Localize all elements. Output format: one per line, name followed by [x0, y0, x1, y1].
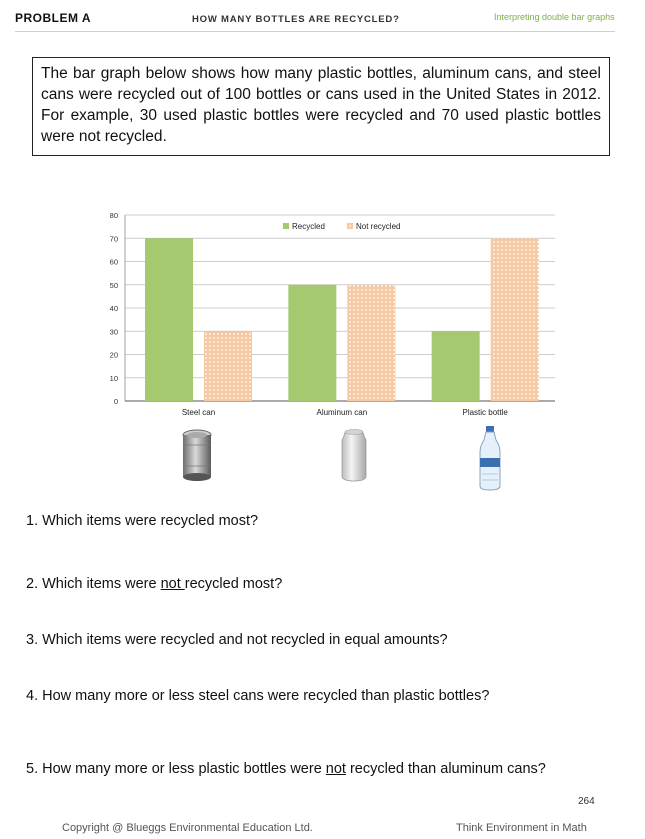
intro-text: The bar graph below shows how many plastic bottles, aluminum cans, and steel cans were recycled out of 100 bottles or cans used in the United States in 2012. For example, 30 used plastic bottles were recycled and 70 used plastic bottles were not recycled. — [41, 65, 601, 145]
bar-recycled — [432, 331, 480, 401]
problem-label: PROBLEM A — [15, 11, 92, 25]
question-number: 3. — [26, 632, 39, 648]
bars — [145, 238, 539, 401]
page-topic: HOW MANY BOTTLES ARE RECYCLED? — [192, 14, 400, 25]
legend-label: Recycled — [292, 222, 325, 231]
question-number: 4. — [26, 688, 39, 704]
chart-legend — [283, 222, 400, 231]
question-5 — [26, 760, 591, 778]
question-number: 2. — [26, 576, 39, 592]
question-text: How many more or less steel cans were recycled than plastic bottles? — [42, 688, 490, 704]
y-tick-label: 20 — [109, 350, 118, 360]
question-3 — [26, 631, 606, 649]
y-tick-label: 10 — [109, 373, 118, 383]
question-text: How many more or less plastic bottles were — [42, 761, 326, 777]
legend-swatch — [347, 223, 353, 229]
y-tick-label: 40 — [109, 304, 118, 313]
question-number: 5. — [26, 761, 39, 777]
page-number: 264 — [578, 796, 595, 807]
x-category-label: Plastic bottle — [462, 408, 508, 417]
legend-label: Not recycled — [356, 222, 401, 231]
question-text-end: recycled most? — [184, 576, 283, 592]
double-bar-chart — [0, 200, 645, 430]
aluminum-can-icon — [337, 426, 371, 484]
x-category-label: Aluminum can — [316, 408, 368, 417]
bar-recycled — [145, 238, 193, 401]
y-tick-label: 30 — [109, 327, 118, 337]
book-title: Think Environment in Math — [456, 822, 587, 834]
intro-box — [32, 57, 610, 156]
section-tag: Interpreting double bar graphs — [494, 12, 615, 22]
y-tick-label: 70 — [109, 234, 118, 244]
bar-not-recycled — [347, 285, 395, 401]
question-text-end: recycled than aluminum cans? — [345, 761, 546, 777]
question-1 — [26, 512, 606, 530]
legend-swatch — [283, 223, 289, 229]
steel-can-icon — [177, 428, 217, 484]
y-tick-label: 50 — [109, 280, 118, 290]
y-tick-label: 0 — [113, 397, 118, 406]
bar-recycled — [288, 285, 336, 401]
bar-not-recycled — [491, 238, 539, 401]
question-2 — [26, 575, 606, 593]
question-number: 1. — [26, 513, 39, 529]
x-category-label: Steel can — [181, 408, 216, 417]
question-text: Which items were recycled and not recycled in equal amounts? — [42, 632, 448, 648]
y-axis-ticks — [110, 211, 118, 406]
plastic-bottle-icon — [476, 424, 504, 492]
copyright: Copyright @ Blueggs Environmental Education Ltd. — [62, 822, 313, 834]
y-tick-label: 60 — [109, 257, 118, 267]
question-emphasis: not — [325, 761, 346, 777]
x-axis-labels — [182, 408, 509, 417]
y-tick-label: 80 — [109, 211, 118, 220]
bar-not-recycled — [204, 331, 252, 401]
question-4 — [26, 687, 606, 705]
header-rule — [15, 31, 615, 32]
question-emphasis: not — [160, 576, 185, 592]
question-text: Which items were recycled most? — [42, 513, 259, 529]
question-text: Which items were — [42, 576, 161, 592]
